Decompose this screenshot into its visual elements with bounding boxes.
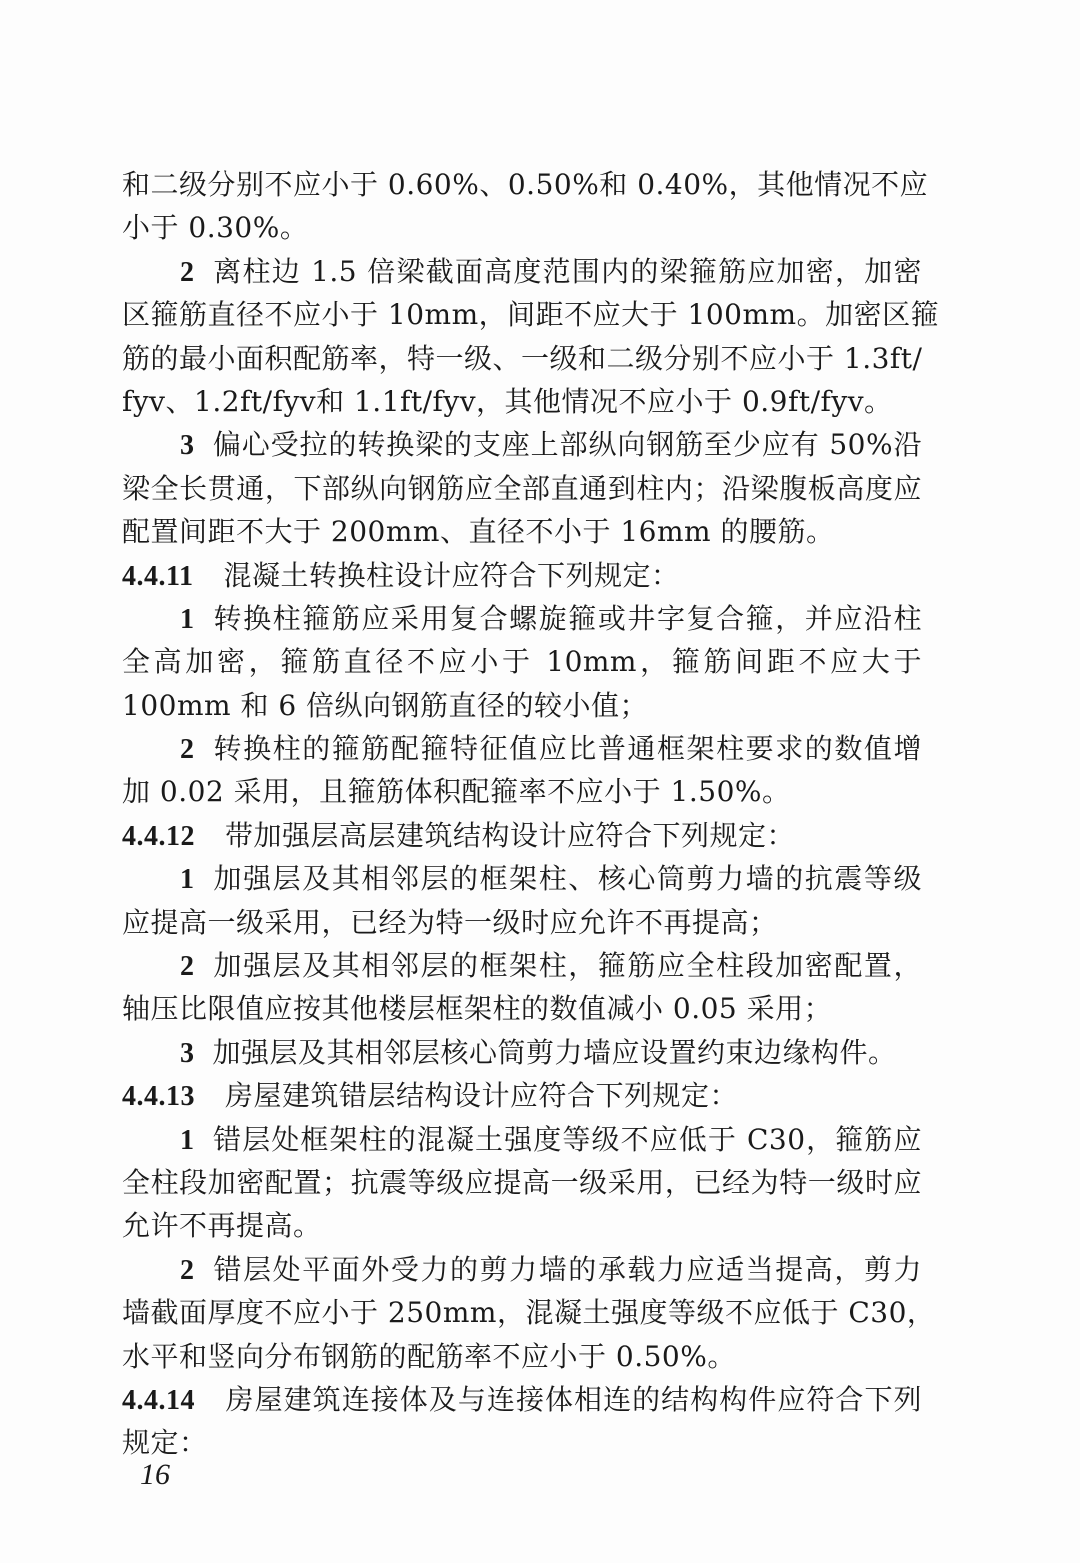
text-line: 和二级分别不应小于 0.60%、0.50%和 0.40%，其他情况不应 [122,168,929,201]
clause-number: 1 [180,603,195,635]
clause-item: 1 错层处框架柱的混凝土强度等级不应低于 C30，箍筋应 [180,1122,922,1156]
clause-number: 1 [180,1124,195,1156]
section-number: 4.4.14 [122,1384,195,1416]
text-line: 全高加密，箍筋直径不应小于 10mm，箍筋间距不应大于 [122,645,922,679]
section-number: 4.4.13 [122,1081,195,1113]
text-line: 配置间距不大于 200mm、直径不小于 16mm 的腰筋。 [122,515,835,549]
clause-number: 2 [180,951,195,983]
text-line: fyv、1.2ft/fyv和 1.1ft/fyv，其他情况不应小于 0.9ft/fyv。 [122,384,893,418]
section-heading: 4.4.13 房屋建筑错层结构设计应符合下列规定： [122,1079,739,1113]
clause-item: 3 偏心受拉的转换梁的支座上部纵向钢筋至少应有 50%沿 [180,428,922,462]
section-heading: 4.4.11 混凝土转换柱设计应符合下列规定： [122,558,680,592]
text-line: 轴压比限值应按其他楼层框架柱的数值减小 0.05 采用； [122,992,833,1026]
clause-item: 2 错层处平面外受力的剪力墙的承载力应适当提高，剪力 [180,1252,922,1286]
clause-number: 1 [180,864,195,896]
clause-item: 2 离柱边 1.5 倍梁截面高度范围内的梁箍筋应加密，加密 [180,254,922,288]
text-line: 允许不再提高。 [122,1209,322,1243]
clause-number: 2 [180,1254,195,1286]
section-heading: 4.4.12 带加强层高层建筑结构设计应符合下列规定： [122,818,796,852]
text-line: 全柱段加密配置；抗震等级应提高一级采用，已经为特一级时应 [122,1165,922,1199]
clause-item: 2 加强层及其相邻层的框架柱，箍筋应全柱段加密配置， [180,949,922,983]
clause-number: 2 [180,256,195,288]
text-line: 区箍筋直径不应小于 10mm，间距不应大于 100mm。加密区箍 [122,298,940,332]
clause-item: 2 转换柱的箍筋配箍特征值应比普通框架柱要求的数值增 [180,732,922,766]
section-heading: 4.4.14 房屋建筑连接体及与连接体相连的结构构件应符合下列 [122,1382,922,1416]
text-line: 规定： [122,1426,208,1460]
section-number: 4.4.12 [122,820,195,852]
body-text [122,163,940,1465]
text-line: 墙截面厚度不应小于 250mm，混凝土强度等级不应低于 C30， [122,1296,936,1330]
text-line: 筋的最小面积配筋率，特一级、一级和二级分别不应小于 1.3ft/ [122,341,923,375]
text-line: 梁全长贯通，下部纵向钢筋应全部直通到柱内；沿梁腹板高度应 [122,471,922,505]
text-line: 加 0.02 采用，且箍筋体积配箍率不应小于 1.50%。 [122,775,791,809]
text-line: 水平和竖向分布钢筋的配筋率不应小于 0.50%。 [122,1339,736,1373]
page-number: 16 [140,1458,170,1491]
clause-item: 3 加强层及其相邻层核心筒剪力墙应设置约束边缘构件。 [180,1035,897,1069]
clause-item: 1 加强层及其相邻层的框架柱、核心筒剪力墙的抗震等级 [180,862,922,896]
text-line: 小于 0.30%。 [122,211,309,245]
clause-item: 1 转换柱箍筋应采用复合螺旋箍或井字复合箍，并应沿柱 [180,601,922,635]
section-number: 4.4.11 [122,560,194,592]
clause-number: 2 [180,734,195,766]
text-line: 100mm 和 6 倍纵向钢筋直径的较小值； [122,688,649,722]
clause-number: 3 [180,1037,195,1069]
clause-number: 3 [180,430,195,462]
text-line: 应提高一级采用，已经为特一级时应允许不再提高； [122,905,778,939]
